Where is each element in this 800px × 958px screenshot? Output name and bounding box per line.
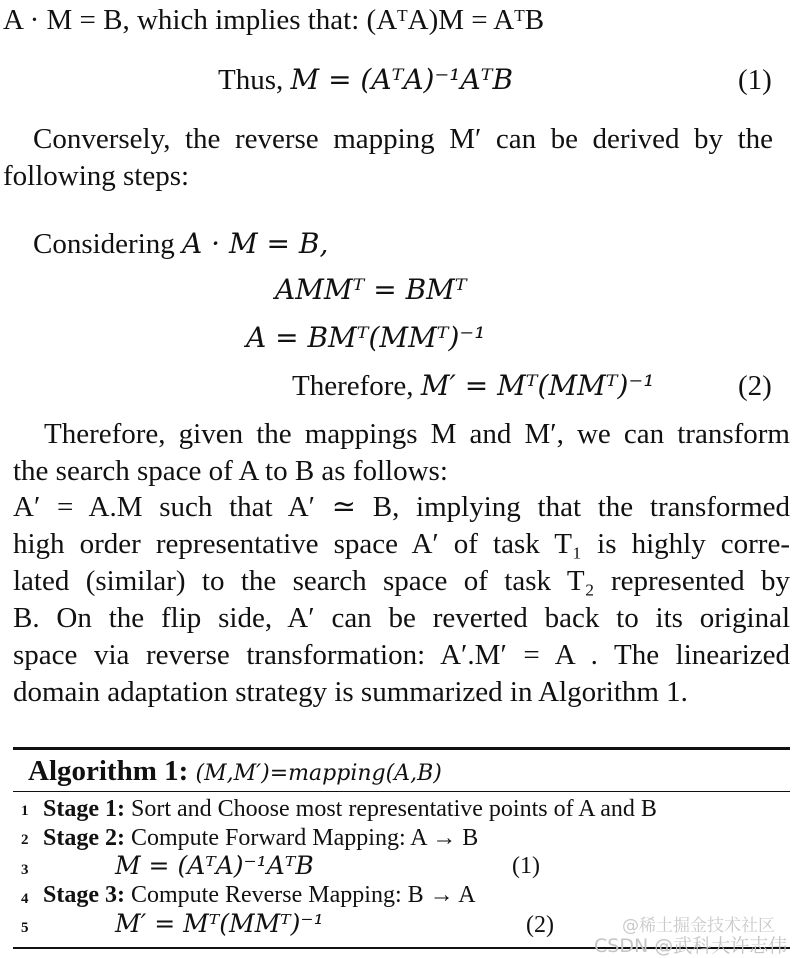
paper-paragraph-line: following steps: (3, 160, 190, 192)
equation-2: Therefore, M′ = Mᵀ(MMᵀ)⁻¹ (292, 369, 655, 402)
paper-paragraph-line: high order representative space A′ of task T₁ is highly corre- (13, 528, 790, 560)
paper-paragraph-line: B. On the flip side, A′ can be reverted back to its original (13, 602, 790, 634)
algorithm-mid-rule (13, 791, 790, 792)
equation-1-number: (1) (738, 64, 772, 96)
watermark-juejin: @稀土掘金技术社区 (622, 916, 775, 936)
paper-line-mapping-result: A · M = B, which implies that: (AᵀA)M = AᵀB (3, 4, 545, 36)
paper-paragraph-line: domain adaptation strategy is summarized in Algorithm 1. (13, 676, 688, 708)
paper-paragraph-line: space via reverse transformation: A′.M′ = A . The linearized (13, 639, 790, 671)
paper-paragraph-line: A′ = A.M such that A′ ≃ B, implying that the transformed (13, 491, 790, 523)
algorithm-line-number: 1 (21, 803, 29, 819)
equation-2-number: (2) (738, 370, 772, 402)
algorithm-line-3-number: (1) (512, 853, 540, 879)
derivation-step-1: AMMᵀ = BMᵀ (275, 273, 467, 306)
considering-line: Considering A · M = B, (33, 227, 329, 260)
paper-paragraph-line: Conversely, the reverse mapping M′ can be derived by the (33, 123, 773, 155)
algorithm-line-5-number: (2) (526, 912, 554, 938)
algorithm-line-2: Stage 2: Compute Forward Mapping: A → B (43, 825, 479, 851)
watermark-csdn: CSDN @武科大许志伟 (594, 935, 788, 957)
algorithm-line-4: Stage 3: Compute Reverse Mapping: B → A (43, 882, 476, 908)
paper-paragraph-line: the search space of A to B as follows: (13, 455, 448, 487)
derivation-step-2: A = BMᵀ(MMᵀ)⁻¹ (246, 321, 486, 354)
algorithm-line-5: M′ = Mᵀ(MMᵀ)⁻¹ (115, 909, 324, 938)
algorithm-line-1: Stage 1: Sort and Choose most representative points of A and B (43, 796, 657, 822)
algorithm-line-number: 2 (21, 832, 29, 848)
equation-1: Thus, M = (AᵀA)⁻¹AᵀB (218, 63, 514, 96)
algorithm-line-number: 5 (21, 920, 29, 936)
algorithm-line-number: 3 (21, 862, 29, 878)
algorithm-line-number: 4 (21, 891, 29, 907)
algorithm-line-3: M = (AᵀA)⁻¹AᵀB (115, 851, 314, 880)
algorithm-title: Algorithm 1: (M,M′)=mapping(A,B) (28, 755, 442, 787)
paper-paragraph-line: lated (similar) to the search space of task T₂ represented by (13, 565, 790, 597)
algorithm-top-rule (13, 747, 790, 750)
paper-paragraph-line: Therefore, given the mappings M and M′, we can transform (44, 418, 790, 450)
